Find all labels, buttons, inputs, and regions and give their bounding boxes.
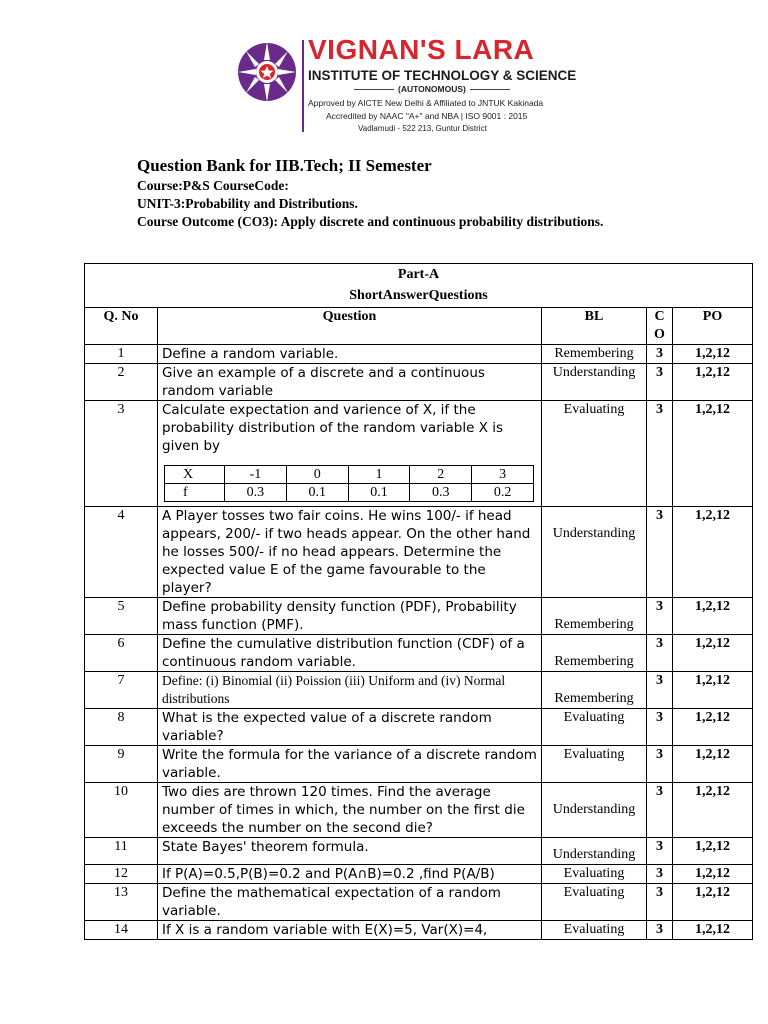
- distribution-row-x: [165, 466, 534, 484]
- autonomous-label: (AUTONOMOUS): [350, 84, 514, 94]
- course-outcome: 3: [647, 598, 673, 635]
- table-column-header: [85, 308, 753, 345]
- table-row: [85, 838, 753, 865]
- question-number: 12: [85, 865, 158, 884]
- course-outcome: 3: [647, 672, 673, 709]
- question-number: 8: [85, 709, 158, 746]
- program-outcome: 1,2,12: [673, 921, 753, 940]
- question-text: Define the mathematical expectation of a random variable.: [158, 884, 542, 921]
- program-outcome: 1,2,12: [673, 401, 753, 507]
- table-row: [85, 364, 753, 401]
- distribution-row-f: [165, 484, 534, 502]
- unit-line: UNIT-3:Probability and Distributions.: [137, 196, 358, 211]
- table-row: [85, 709, 753, 746]
- part-label: Part-A: [397, 267, 440, 282]
- bloom-level: Evaluating: [542, 401, 647, 507]
- address-text: Vadlamudi - 522 213, Guntur District: [358, 124, 487, 133]
- table-row: [85, 401, 753, 507]
- question-number: 5: [85, 598, 158, 635]
- question-number: 11: [85, 838, 158, 865]
- institute-name: VIGNAN'S LARA: [308, 34, 535, 65]
- bloom-level: Remembering: [542, 672, 647, 709]
- program-outcome: 1,2,12: [673, 364, 753, 401]
- bloom-level: Understanding: [542, 364, 647, 401]
- question-text: Define a random variable.: [158, 345, 542, 364]
- dist-f-value: 0.2: [472, 484, 534, 502]
- col-header-co: C O: [647, 308, 673, 345]
- program-outcome: 1,2,12: [673, 884, 753, 921]
- question-number: 6: [85, 635, 158, 672]
- col-header-po: PO: [673, 308, 753, 345]
- course-line: Course:P&S CourseCode:: [137, 178, 289, 193]
- question-text: Define probability density function (PDF), Probability mass function (PMF).: [158, 598, 542, 635]
- question-number: 10: [85, 783, 158, 838]
- question-text: Two dies are thrown 120 times. Find the average number of times in which, the number on the first die exceeds the number on the second die?: [158, 783, 542, 838]
- dist-f-label: f: [165, 484, 225, 502]
- dist-f-value: 0.1: [348, 484, 410, 502]
- accreditation-text: Accredited by NAAC "A+" and NBA | ISO 9001 : 2015: [326, 111, 528, 121]
- course-outcome: 3: [647, 838, 673, 865]
- bloom-level: Remembering: [542, 345, 647, 364]
- table-row: [85, 345, 753, 364]
- question-text: Give an example of a discrete and a continuous random variable: [158, 364, 542, 401]
- course-outcome: 3: [647, 709, 673, 746]
- distribution-table: [164, 465, 534, 502]
- dist-x-value: -1: [225, 466, 287, 484]
- program-outcome: 1,2,12: [673, 746, 753, 783]
- question-number: 9: [85, 746, 158, 783]
- question-text: If X is a random variable with E(X)=5, Var(X)=4,: [158, 921, 542, 940]
- table-row: [85, 507, 753, 598]
- program-outcome: 1,2,12: [673, 865, 753, 884]
- course-outcome-line: Course Outcome (CO3): Apply discrete and continuous probability distributions.: [137, 214, 604, 229]
- question-text: Calculate expectation and varience of X, if the probability distribution of the random variable X is given by: [162, 402, 504, 454]
- program-outcome: 1,2,12: [673, 598, 753, 635]
- program-outcome: 1,2,12: [673, 635, 753, 672]
- question-number: 2: [85, 364, 158, 401]
- question-text: State Bayes' theorem formula.: [158, 838, 542, 865]
- institute-logo: [236, 40, 298, 104]
- course-outcome: 3: [647, 364, 673, 401]
- program-outcome: 1,2,12: [673, 709, 753, 746]
- bloom-level: Evaluating: [542, 746, 647, 783]
- table-row: [85, 672, 753, 709]
- institute-subtitle: INSTITUTE OF TECHNOLOGY & SCIENCE: [308, 68, 577, 83]
- bloom-level: Remembering: [542, 598, 647, 635]
- question-number: 4: [85, 507, 158, 598]
- dist-f-value: 0.1: [286, 484, 348, 502]
- dist-x-value: 1: [348, 466, 410, 484]
- table-row: [85, 635, 753, 672]
- question-number: 1: [85, 345, 158, 364]
- bloom-level: Evaluating: [542, 709, 647, 746]
- bloom-level: Evaluating: [542, 865, 647, 884]
- dist-f-value: 0.3: [410, 484, 472, 502]
- table-row: [85, 783, 753, 838]
- bloom-level: Evaluating: [542, 884, 647, 921]
- program-outcome: 1,2,12: [673, 672, 753, 709]
- question-text: Define the cumulative distribution function (CDF) of a continuous random variable.: [158, 635, 542, 672]
- program-outcome: 1,2,12: [673, 783, 753, 838]
- question-cell: [158, 401, 542, 507]
- page-title: Question Bank for IIB.Tech; II Semester: [137, 156, 432, 175]
- question-number: 7: [85, 672, 158, 709]
- table-row: [85, 598, 753, 635]
- col-header-bl: BL: [542, 308, 647, 345]
- question-text: What is the expected value of a discrete random variable?: [158, 709, 542, 746]
- col-header-no: Q. No: [85, 308, 158, 345]
- table-row: [85, 865, 753, 884]
- table-row: [85, 884, 753, 921]
- course-outcome: 3: [647, 345, 673, 364]
- question-text: Define: (i) Binomial (ii) Poission (iii) Uniform and (iv) Normal distributions: [158, 672, 542, 709]
- table-part-header: [85, 264, 753, 308]
- course-outcome: 3: [647, 884, 673, 921]
- col-header-question: Question: [158, 308, 542, 345]
- bloom-level: Remembering: [542, 635, 647, 672]
- dist-x-value: 0: [286, 466, 348, 484]
- table-row: [85, 921, 753, 940]
- course-outcome: 3: [647, 865, 673, 884]
- program-outcome: 1,2,12: [673, 838, 753, 865]
- section-label: ShortAnswerQuestions: [349, 288, 488, 303]
- program-outcome: 1,2,12: [673, 345, 753, 364]
- course-outcome: 3: [647, 746, 673, 783]
- approval-text: Approved by AICTE New Delhi & Affiliated to JNTUK Kakinada: [308, 98, 544, 108]
- logo-divider: [302, 40, 304, 132]
- bloom-level: Understanding: [542, 783, 647, 838]
- question-text: If P(A)=0.5,P(B)=0.2 and P(A∩B)=0.2 ,find P(A/B): [158, 865, 542, 884]
- question-number: 13: [85, 884, 158, 921]
- course-outcome: 3: [647, 507, 673, 598]
- question-text: A Player tosses two fair coins. He wins 100/- if head appears, 200/- if two heads appear. On the other hand he losses 500/- if no head appears. Determine the expected value E of the game favourable to the player?: [158, 507, 542, 598]
- dist-x-value: 3: [472, 466, 534, 484]
- bloom-level: Understanding: [542, 838, 647, 865]
- table-row: [85, 746, 753, 783]
- course-outcome: 3: [647, 401, 673, 507]
- question-number: 14: [85, 921, 158, 940]
- question-table: [84, 263, 753, 940]
- bloom-level: Understanding: [542, 507, 647, 598]
- course-outcome: 3: [647, 635, 673, 672]
- course-outcome: 3: [647, 783, 673, 838]
- dist-x-label: X: [165, 466, 225, 484]
- question-number: 3: [85, 401, 158, 507]
- question-text: Write the formula for the variance of a discrete random variable.: [158, 746, 542, 783]
- course-outcome: 3: [647, 921, 673, 940]
- program-outcome: 1,2,12: [673, 507, 753, 598]
- dist-x-value: 2: [410, 466, 472, 484]
- dist-f-value: 0.3: [225, 484, 287, 502]
- bloom-level: Evaluating: [542, 921, 647, 940]
